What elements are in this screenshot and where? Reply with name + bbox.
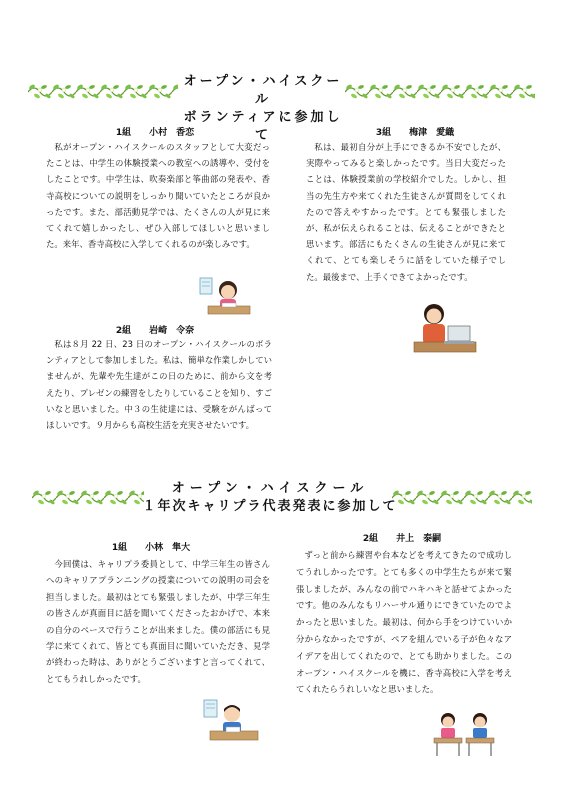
section-title-line2: １年次キャリプラ代表発表に参加して bbox=[142, 499, 398, 514]
studying-boy-illustration bbox=[200, 694, 262, 744]
author-name: 1組 小林 隼大 bbox=[111, 543, 191, 553]
entry-text: 私は８月 22 日、23 日のオープン・ハイスクールのボランティアとして参加しました。私は、簡単な作業しかしていませんが、先輩や先生達がこの日のために、前から文を考えたり、プレゼンの練習をしたりしていることを知り、すごいなと思いました。中３の生徒達には、受験をがんばってほしいです。９月からも高校生活を充実させたいです。 bbox=[46, 339, 272, 431]
author-name: 1組 小村 香恋 bbox=[115, 128, 195, 138]
entry-text: 私は、最初自分が上手にできるか不安でしたが、実際やってみると楽しかったです。当日大変だったことは、体験授業前の学校紹介でした。しかし、担当の先生方や来てくれた生徒さんが質問をしてくれたので答えやすかったです。とても緊張しましたが、私が伝えられることは、伝えることができたと思います。部活にもたくさんの生徒さんが見に来てくれて、とても楽しそうに話をしていた様子でした。最後まで、上手くできてよかったです。 bbox=[306, 142, 506, 282]
section-title-line2: ボランティアに参加して bbox=[183, 110, 343, 143]
section-title-career bbox=[140, 480, 400, 516]
section-title-line1: オープン・ハイスクール bbox=[183, 74, 343, 107]
section-title-line1: オープン・ハイスクール bbox=[171, 481, 369, 496]
entry-text: 私がオープン・ハイスクールのスタッフとして大変だったことは、中学生の体験授業への教室への誘導や、受付をしたことです。中学生は、吹奏楽部と筝曲部の発表や、香寺高校についての説明をしっかり聞いていたところが良かったです。また、部活動見学では、たくさんの人が見に来てくれて嬉しかったし、ぜひ入部してほしいと思いました。来年、香寺高校に入学してくれるのが楽しみです。 bbox=[46, 142, 270, 250]
studying-girl-illustration bbox=[198, 272, 254, 318]
vine-decoration-left bbox=[32, 488, 144, 508]
author-name: 2組 岩崎 令奈 bbox=[115, 326, 195, 336]
author-name: 2組 井上 泰嗣 bbox=[362, 534, 442, 544]
entry-text: 今回僕は、キャリプラ委員として、中学三年生の皆さんへのキャリアプランニングの授業についての説明の司会を担当しました。最初はとても緊張しましたが、中学三年生の皆さんが真面目に話を聞いてくださったおかげで、本来の自分のペースで行うことが出来ました。僕の部活にも見学に来てくれて、皆とても真面目に聞いていただき、見学が終わった時は、ありがとうございますと言ってくれて、とてもうれしかったです。 bbox=[46, 559, 270, 684]
vine-decoration-right bbox=[345, 82, 535, 102]
vine-decoration-left bbox=[28, 82, 178, 102]
vine-decoration-right bbox=[392, 488, 532, 508]
entry-text: ずっと前から練習や台本などを考えてきたので成功してうれしかったです。とても多くの中学生たちが来て緊張しましたが、みんなの前でハキハキと話せてよかったです。他のみんなもリハーサル通りにできていたのでよかったと思いました。最初は、何から手をつけていいか分からなかったですが、ペアを組んでいる子が色々なアイデアを出してくれたので、とても助かりました。このオープン・ハイスクールを機に、香寺高校に入学を考えてくれたらうれしいなと思いました。 bbox=[296, 550, 512, 695]
author-name: 3組 梅津 愛織 bbox=[375, 128, 455, 138]
students-illustration bbox=[432, 708, 498, 760]
laptop-girl-illustration bbox=[412, 298, 478, 356]
